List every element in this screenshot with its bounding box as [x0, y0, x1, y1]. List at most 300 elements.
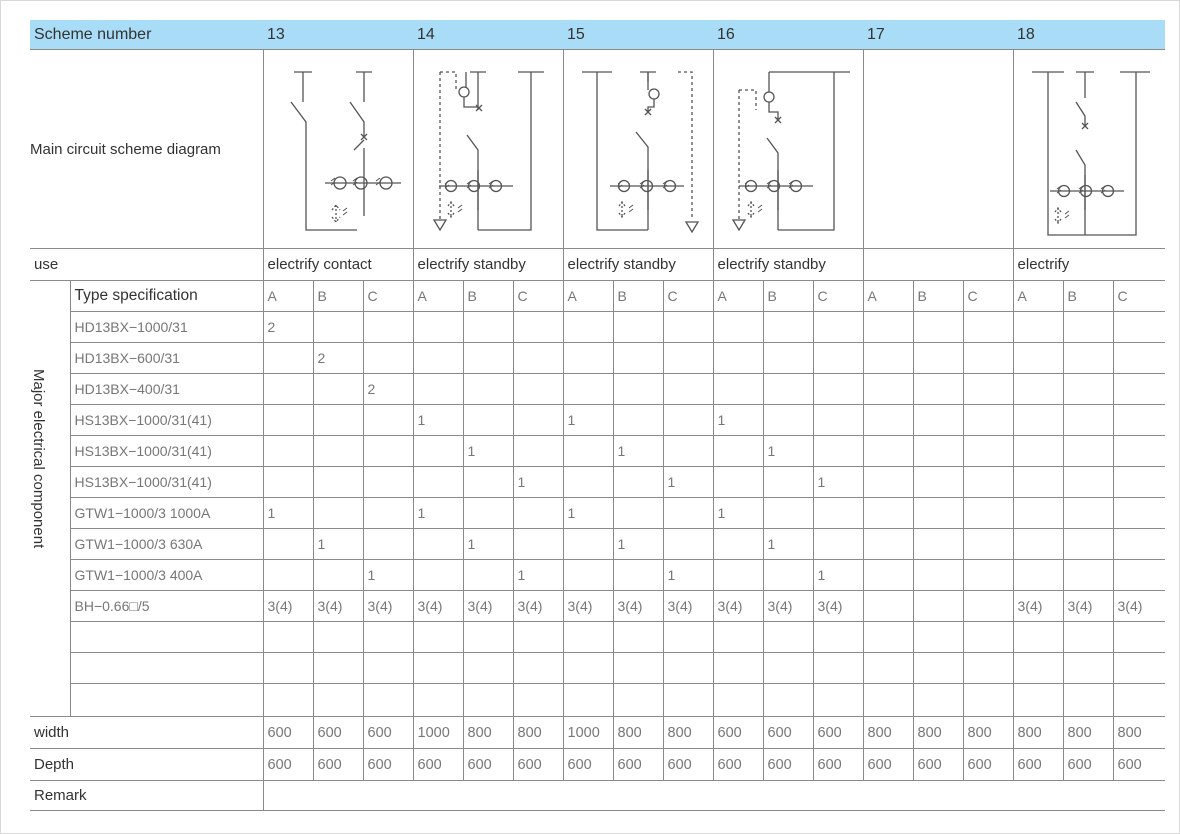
- component-cell: [913, 343, 963, 374]
- component-cell: 1: [763, 529, 813, 560]
- component-cell: [763, 622, 813, 653]
- component-cell: 1: [463, 436, 513, 467]
- scheme-14-diagram: [413, 50, 563, 249]
- component-cell: [613, 312, 663, 343]
- component-cell: [963, 467, 1013, 498]
- component-name: HS13BX−1000/31(41): [70, 436, 263, 467]
- component-cell: [713, 622, 763, 653]
- width-cell: 800: [463, 717, 513, 749]
- component-cell: [563, 374, 613, 405]
- column-header: A: [263, 281, 313, 312]
- component-row: [30, 343, 1165, 374]
- component-cell: [613, 684, 663, 717]
- width-cell: 800: [663, 717, 713, 749]
- use-18: electrify: [1013, 249, 1165, 281]
- component-cell: [913, 591, 963, 622]
- component-cell: [863, 436, 913, 467]
- component-cell: [663, 343, 713, 374]
- component-row: [30, 436, 1165, 467]
- component-cell: [663, 653, 713, 684]
- component-cell: [413, 374, 463, 405]
- component-cell: [863, 467, 913, 498]
- width-cell: 600: [263, 717, 313, 749]
- component-cell: [963, 312, 1013, 343]
- component-cell: [663, 436, 713, 467]
- component-cell: [913, 684, 963, 717]
- component-cell: [563, 436, 613, 467]
- component-cell: 3(4): [1113, 591, 1165, 622]
- component-cell: [1063, 529, 1113, 560]
- component-cell: 1: [813, 560, 863, 591]
- component-cell: [663, 529, 713, 560]
- component-cell: [1013, 684, 1063, 717]
- component-cell: [713, 560, 763, 591]
- component-cell: [663, 312, 713, 343]
- component-cell: [1063, 622, 1113, 653]
- use-13: electrify contact: [263, 249, 413, 281]
- component-cell: [363, 405, 413, 436]
- component-cell: 1: [313, 529, 363, 560]
- component-cell: [613, 343, 663, 374]
- component-cell: [863, 343, 913, 374]
- width-cell: 800: [613, 717, 663, 749]
- component-cell: 3(4): [1013, 591, 1063, 622]
- component-cell: [613, 498, 663, 529]
- component-cell: 3(4): [763, 591, 813, 622]
- component-cell: [513, 312, 563, 343]
- component-cell: [1013, 343, 1063, 374]
- width-row: [30, 717, 1165, 749]
- component-cell: [713, 653, 763, 684]
- component-cell: [763, 405, 813, 436]
- component-cell: [413, 653, 463, 684]
- width-cell: 600: [313, 717, 363, 749]
- component-cell: [1013, 467, 1063, 498]
- component-cell: [363, 653, 413, 684]
- component-cell: [263, 653, 313, 684]
- component-cell: [313, 312, 363, 343]
- component-cell: [1113, 498, 1165, 529]
- component-cell: [363, 498, 413, 529]
- column-header: A: [1013, 281, 1063, 312]
- component-cell: 1: [663, 560, 713, 591]
- component-cell: [863, 591, 913, 622]
- component-cell: 3(4): [613, 591, 663, 622]
- depth-row: [30, 749, 1165, 781]
- component-cell: 3(4): [363, 591, 413, 622]
- remark-value: [263, 781, 1165, 811]
- component-cell: [863, 560, 913, 591]
- component-cell: 1: [613, 529, 663, 560]
- width-cell: 600: [363, 717, 413, 749]
- component-cell: [913, 653, 963, 684]
- scheme-17-diagram: [863, 50, 1013, 249]
- component-cell: 1: [613, 436, 663, 467]
- component-cell: [763, 312, 813, 343]
- component-cell: 1: [813, 467, 863, 498]
- component-cell: [1013, 560, 1063, 591]
- component-cell: [263, 467, 313, 498]
- width-cell: 800: [513, 717, 563, 749]
- component-cell: [813, 622, 863, 653]
- component-cell: [1113, 653, 1165, 684]
- component-cell: 1: [263, 498, 313, 529]
- width-label: width: [30, 717, 263, 749]
- component-cell: [563, 622, 613, 653]
- component-cell: [963, 343, 1013, 374]
- remark-label: Remark: [30, 781, 263, 811]
- component-cell: [413, 560, 463, 591]
- component-cell: [1013, 653, 1063, 684]
- component-cell: [1013, 622, 1063, 653]
- component-cell: [513, 498, 563, 529]
- component-cell: [813, 312, 863, 343]
- depth-cell: 600: [463, 749, 513, 781]
- component-cell: 3(4): [463, 591, 513, 622]
- depth-cell: 600: [913, 749, 963, 781]
- component-row: [30, 374, 1165, 405]
- column-header: B: [463, 281, 513, 312]
- component-cell: 3(4): [663, 591, 713, 622]
- component-cell: [313, 622, 363, 653]
- component-cell: [513, 436, 563, 467]
- remark-row: [30, 781, 1165, 811]
- component-cell: [463, 467, 513, 498]
- width-cell: 600: [813, 717, 863, 749]
- use-label: use: [30, 249, 263, 281]
- component-cell: [663, 684, 713, 717]
- component-cell: [863, 653, 913, 684]
- component-cell: [563, 312, 613, 343]
- type-spec-label: Type specification: [70, 281, 263, 312]
- component-cell: 1: [413, 405, 463, 436]
- component-cell: [813, 684, 863, 717]
- component-cell: [613, 405, 663, 436]
- component-cell: [963, 684, 1013, 717]
- component-row: [30, 684, 1165, 717]
- component-cell: [463, 498, 513, 529]
- component-cell: [963, 405, 1013, 436]
- component-name: [70, 653, 263, 684]
- width-cell: 800: [863, 717, 913, 749]
- component-cell: [913, 436, 963, 467]
- component-cell: [513, 653, 563, 684]
- component-cell: 1: [463, 529, 513, 560]
- component-cell: [263, 622, 313, 653]
- component-cell: 3(4): [313, 591, 363, 622]
- component-cell: [713, 312, 763, 343]
- component-cell: [363, 467, 413, 498]
- component-cell: [963, 498, 1013, 529]
- component-cell: [863, 684, 913, 717]
- width-cell: 800: [1113, 717, 1165, 749]
- major-component-label: Major electrical component: [30, 368, 47, 549]
- component-row: [30, 529, 1165, 560]
- component-cell: 3(4): [413, 591, 463, 622]
- component-cell: [1113, 529, 1165, 560]
- component-cell: [963, 622, 1013, 653]
- component-cell: [913, 498, 963, 529]
- component-cell: [413, 312, 463, 343]
- component-cell: [863, 405, 913, 436]
- component-cell: [313, 498, 363, 529]
- component-cell: [963, 591, 1013, 622]
- use-15: electrify standby: [563, 249, 713, 281]
- component-cell: [713, 684, 763, 717]
- depth-cell: 600: [563, 749, 613, 781]
- component-cell: [963, 436, 1013, 467]
- column-header: C: [1113, 281, 1165, 312]
- component-cell: [963, 560, 1013, 591]
- component-cell: [563, 529, 613, 560]
- component-cell: 1: [513, 467, 563, 498]
- component-cell: 2: [363, 374, 413, 405]
- column-header: A: [413, 281, 463, 312]
- scheme-15: 15: [563, 20, 713, 50]
- component-cell: [713, 343, 763, 374]
- diagram-label: Main circuit scheme diagram: [30, 50, 263, 249]
- component-cell: [713, 436, 763, 467]
- column-header: B: [613, 281, 663, 312]
- component-cell: [1063, 312, 1113, 343]
- component-cell: [513, 343, 563, 374]
- component-cell: [763, 498, 813, 529]
- column-header: C: [813, 281, 863, 312]
- component-cell: [413, 467, 463, 498]
- component-cell: 3(4): [713, 591, 763, 622]
- component-cell: [1113, 312, 1165, 343]
- component-cell: [963, 653, 1013, 684]
- component-cell: [813, 498, 863, 529]
- component-cell: 1: [663, 467, 713, 498]
- component-cell: [1063, 436, 1113, 467]
- component-row: [30, 498, 1165, 529]
- component-cell: 1: [363, 560, 413, 591]
- scheme-spec-table: [30, 20, 1165, 811]
- component-cell: [763, 467, 813, 498]
- use-16: electrify standby: [713, 249, 863, 281]
- width-cell: 800: [1013, 717, 1063, 749]
- component-cell: [913, 374, 963, 405]
- component-cell: [313, 374, 363, 405]
- width-cell: 800: [1063, 717, 1113, 749]
- component-cell: [713, 374, 763, 405]
- scheme-number-row: [30, 20, 1165, 50]
- component-cell: [1113, 374, 1165, 405]
- component-name: GTW1−1000/3 630A: [70, 529, 263, 560]
- component-cell: [1113, 405, 1165, 436]
- component-cell: [1113, 622, 1165, 653]
- component-cell: [813, 343, 863, 374]
- component-cell: 2: [313, 343, 363, 374]
- depth-cell: 600: [363, 749, 413, 781]
- component-cell: [563, 653, 613, 684]
- component-cell: [663, 405, 713, 436]
- component-name: GTW1−1000/3 1000A: [70, 498, 263, 529]
- component-cell: [1013, 405, 1063, 436]
- column-header: A: [713, 281, 763, 312]
- column-header: A: [863, 281, 913, 312]
- use-row: [30, 249, 1165, 281]
- depth-cell: 600: [713, 749, 763, 781]
- column-header: B: [913, 281, 963, 312]
- component-cell: [1113, 684, 1165, 717]
- component-cell: 1: [563, 405, 613, 436]
- component-cell: [763, 343, 813, 374]
- component-cell: 3(4): [813, 591, 863, 622]
- component-cell: [613, 560, 663, 591]
- component-cell: [463, 405, 513, 436]
- component-cell: [1113, 560, 1165, 591]
- scheme-17: 17: [863, 20, 1013, 50]
- component-name: [70, 622, 263, 653]
- depth-cell: 600: [1063, 749, 1113, 781]
- depth-cell: 600: [513, 749, 563, 781]
- depth-cell: 600: [1113, 749, 1165, 781]
- component-cell: [663, 622, 713, 653]
- scheme-15-diagram: [563, 50, 713, 249]
- depth-cell: 600: [663, 749, 713, 781]
- component-cell: [563, 343, 613, 374]
- component-cell: [813, 405, 863, 436]
- component-cell: 3(4): [263, 591, 313, 622]
- component-cell: [313, 405, 363, 436]
- component-cell: [313, 560, 363, 591]
- component-cell: [513, 529, 563, 560]
- width-cell: 1000: [413, 717, 463, 749]
- component-row: [30, 591, 1165, 622]
- component-name: HD13BX−400/31: [70, 374, 263, 405]
- component-cell: [363, 622, 413, 653]
- component-cell: [1063, 684, 1113, 717]
- use-14: electrify standby: [413, 249, 563, 281]
- scheme-18-diagram: [1013, 50, 1165, 249]
- component-cell: [913, 529, 963, 560]
- width-cell: 1000: [563, 717, 613, 749]
- component-cell: [263, 343, 313, 374]
- component-name: HS13BX−1000/31(41): [70, 467, 263, 498]
- depth-cell: 600: [263, 749, 313, 781]
- component-cell: [713, 529, 763, 560]
- component-row: [30, 560, 1165, 591]
- component-cell: [463, 684, 513, 717]
- component-cell: [1113, 467, 1165, 498]
- component-cell: [413, 622, 463, 653]
- component-cell: [263, 405, 313, 436]
- component-cell: [1013, 529, 1063, 560]
- component-cell: [413, 343, 463, 374]
- component-cell: [363, 343, 413, 374]
- component-name: HD13BX−1000/31: [70, 312, 263, 343]
- component-row: [30, 312, 1165, 343]
- component-cell: [763, 374, 813, 405]
- component-cell: [463, 622, 513, 653]
- component-cell: [713, 467, 763, 498]
- component-cell: [563, 560, 613, 591]
- component-cell: [613, 374, 663, 405]
- component-row: [30, 405, 1165, 436]
- component-cell: [1013, 498, 1063, 529]
- component-cell: [913, 467, 963, 498]
- component-cell: 1: [713, 405, 763, 436]
- component-cell: 3(4): [513, 591, 563, 622]
- component-cell: [463, 653, 513, 684]
- component-cell: [1063, 560, 1113, 591]
- component-cell: [863, 312, 913, 343]
- component-cell: [1013, 374, 1063, 405]
- component-cell: [463, 374, 513, 405]
- component-cell: [1063, 374, 1113, 405]
- depth-label: Depth: [30, 749, 263, 781]
- component-cell: [263, 374, 313, 405]
- component-cell: [513, 684, 563, 717]
- scheme-14: 14: [413, 20, 563, 50]
- type-spec-row: [30, 281, 1165, 312]
- component-cell: [913, 405, 963, 436]
- component-row: [30, 653, 1165, 684]
- width-cell: 800: [963, 717, 1013, 749]
- component-name: HD13BX−600/31: [70, 343, 263, 374]
- component-cell: [263, 436, 313, 467]
- component-cell: 3(4): [1063, 591, 1113, 622]
- component-cell: [413, 436, 463, 467]
- component-cell: [513, 374, 563, 405]
- component-name: GTW1−1000/3 400A: [70, 560, 263, 591]
- component-cell: [463, 312, 513, 343]
- use-17: [863, 249, 1013, 281]
- component-cell: 2: [263, 312, 313, 343]
- component-cell: [513, 405, 563, 436]
- component-cell: [913, 312, 963, 343]
- component-cell: [563, 467, 613, 498]
- component-cell: [363, 312, 413, 343]
- component-cell: [763, 653, 813, 684]
- component-name: BH−0.66□/5: [70, 591, 263, 622]
- component-cell: 1: [413, 498, 463, 529]
- diagram-row: [30, 50, 1165, 249]
- component-cell: 1: [513, 560, 563, 591]
- component-cell: [663, 498, 713, 529]
- column-header: C: [963, 281, 1013, 312]
- component-cell: [463, 560, 513, 591]
- component-cell: [413, 684, 463, 717]
- component-cell: [513, 622, 563, 653]
- component-row: [30, 622, 1165, 653]
- component-name: [70, 684, 263, 717]
- scheme-16: 16: [713, 20, 863, 50]
- depth-cell: 600: [863, 749, 913, 781]
- component-cell: [363, 529, 413, 560]
- scheme-13-diagram: [263, 50, 413, 249]
- component-name: HS13BX−1000/31(41): [70, 405, 263, 436]
- column-header: A: [563, 281, 613, 312]
- component-cell: [1113, 436, 1165, 467]
- scheme-number-label: Scheme number: [30, 20, 263, 50]
- component-cell: [313, 653, 363, 684]
- depth-cell: 600: [613, 749, 663, 781]
- width-cell: 600: [763, 717, 813, 749]
- component-cell: [1063, 343, 1113, 374]
- component-cell: [913, 622, 963, 653]
- component-cell: [363, 684, 413, 717]
- column-header: B: [763, 281, 813, 312]
- component-cell: [1063, 653, 1113, 684]
- component-cell: 1: [563, 498, 613, 529]
- component-cell: [563, 684, 613, 717]
- component-cell: [413, 529, 463, 560]
- scheme-13: 13: [263, 20, 413, 50]
- component-cell: [813, 529, 863, 560]
